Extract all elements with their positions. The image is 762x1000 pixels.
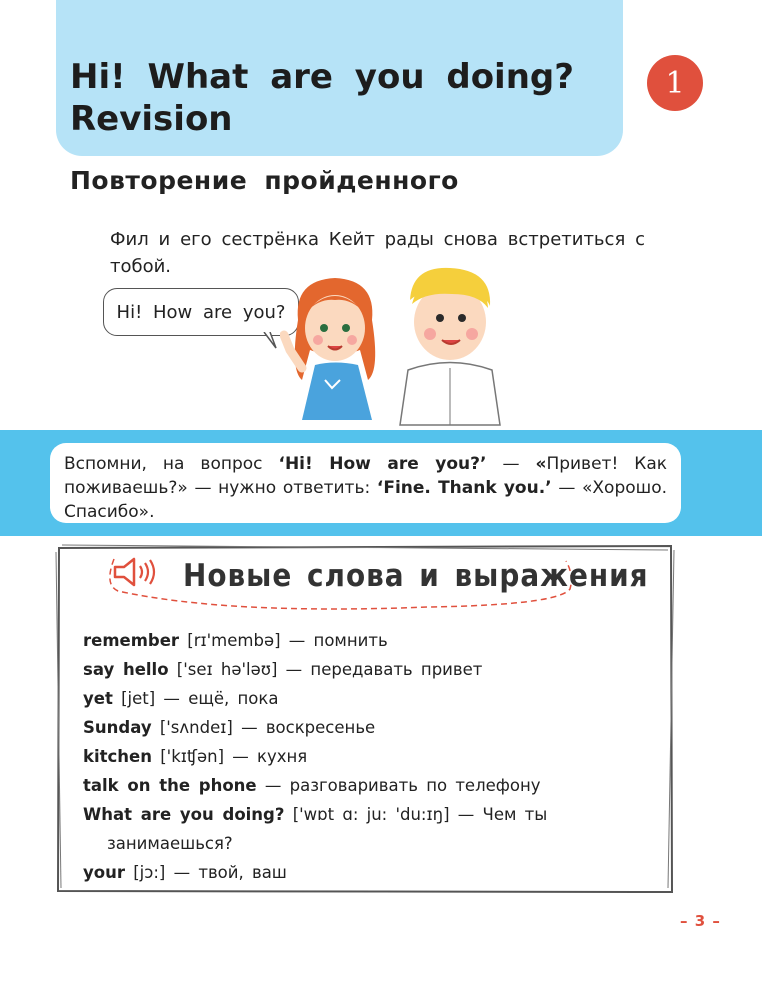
vocab-entry: remember [rɪ'membə] — помнить xyxy=(83,631,388,650)
vocab-transcription: ['kɪʧən] xyxy=(160,747,225,766)
vocab-transcription: [rɪ'membə] xyxy=(187,631,281,650)
title-line-1: Hi! What are you doing? xyxy=(70,57,574,97)
vocab-word: What are you doing? xyxy=(83,805,285,824)
vocab-transcription: ['wɒt ɑ: ju: 'du:ɪŋ] xyxy=(292,805,450,824)
vocab-word: Sunday xyxy=(83,718,152,737)
note-question: ‘Hi! How are you?’ xyxy=(278,454,487,474)
vocab-translation: помнить xyxy=(313,631,388,650)
vocab-translation-continued: занимаешься? xyxy=(107,834,233,853)
page-title xyxy=(70,56,574,140)
intro-text: Фил и его сестрёнка Кейт рады снова встретиться с тобой. xyxy=(110,229,645,277)
vocab-word: talk on the phone xyxy=(83,776,257,795)
note-text-3: Привет! Как поживаешь?» — нужно ответить: xyxy=(64,454,668,498)
vocab-word: yet xyxy=(83,689,113,708)
vocab-entry: kitchen ['kɪʧən] — кухня xyxy=(83,747,308,766)
speaker-icon[interactable] xyxy=(112,557,160,587)
vocab-transcription: [jɔ:] xyxy=(133,863,166,882)
note-quote-open: « xyxy=(535,454,547,474)
vocab-word: your xyxy=(83,863,125,882)
boy-figure xyxy=(400,268,500,425)
page-number: – 3 – xyxy=(680,912,721,930)
vocab-transcription: ['seɪ hə'ləʊ] xyxy=(176,660,278,679)
vocab-list xyxy=(83,626,643,887)
vocab-word: say hello xyxy=(83,660,169,679)
section-subtitle: Повторение пройденного xyxy=(70,166,459,195)
vocab-entry: yet [jet] — ещё, пока xyxy=(83,689,279,708)
speech-bubble-tail xyxy=(262,332,282,352)
speech-bubble: Hi! How are you? xyxy=(103,288,299,336)
vocab-entry: say hello ['seɪ hə'ləʊ] — передавать привет xyxy=(83,660,483,679)
reminder-note xyxy=(50,443,681,523)
title-line-2: Revision xyxy=(70,99,233,139)
note-text-2: — xyxy=(486,454,536,474)
vocab-word: kitchen xyxy=(83,747,152,766)
vocab-translation: твой, ваш xyxy=(198,863,287,882)
vocab-translation: кухня xyxy=(257,747,308,766)
note-answer: ‘Fine. Thank you.’ xyxy=(376,478,552,498)
vocab-transcription: ['sʌndeɪ] xyxy=(159,718,233,737)
vocab-title: Новые слова и выражения xyxy=(183,558,649,594)
vocab-translation: воскресенье xyxy=(265,718,376,737)
vocab-translation: передавать привет xyxy=(310,660,483,679)
kids-illustration xyxy=(280,260,520,430)
note-text-1: Вспомни, на вопрос xyxy=(64,454,279,474)
vocab-entry: Sunday ['sʌndeɪ] — воскресенье xyxy=(83,718,376,737)
vocab-entry: What are you doing? ['wɒt ɑ: ju: 'du:ɪŋ] — Чем ты занимаешься? xyxy=(83,800,643,858)
vocab-translation: разговаривать по телефону xyxy=(289,776,541,795)
vocab-entry: your [jɔ:] — твой, ваш xyxy=(83,863,287,882)
vocab-transcription: [jet] xyxy=(121,689,156,708)
note-text-4: — «Хорошо. Спасибо». xyxy=(64,478,668,522)
vocab-translation: Чем ты xyxy=(482,805,548,824)
vocab-translation: ещё, пока xyxy=(188,689,279,708)
vocab-entry: talk on the phone — разговаривать по телефону xyxy=(83,776,541,795)
unit-number-badge: 1 xyxy=(647,55,703,111)
vocab-word: remember xyxy=(83,631,180,650)
girl-figure xyxy=(284,278,375,420)
